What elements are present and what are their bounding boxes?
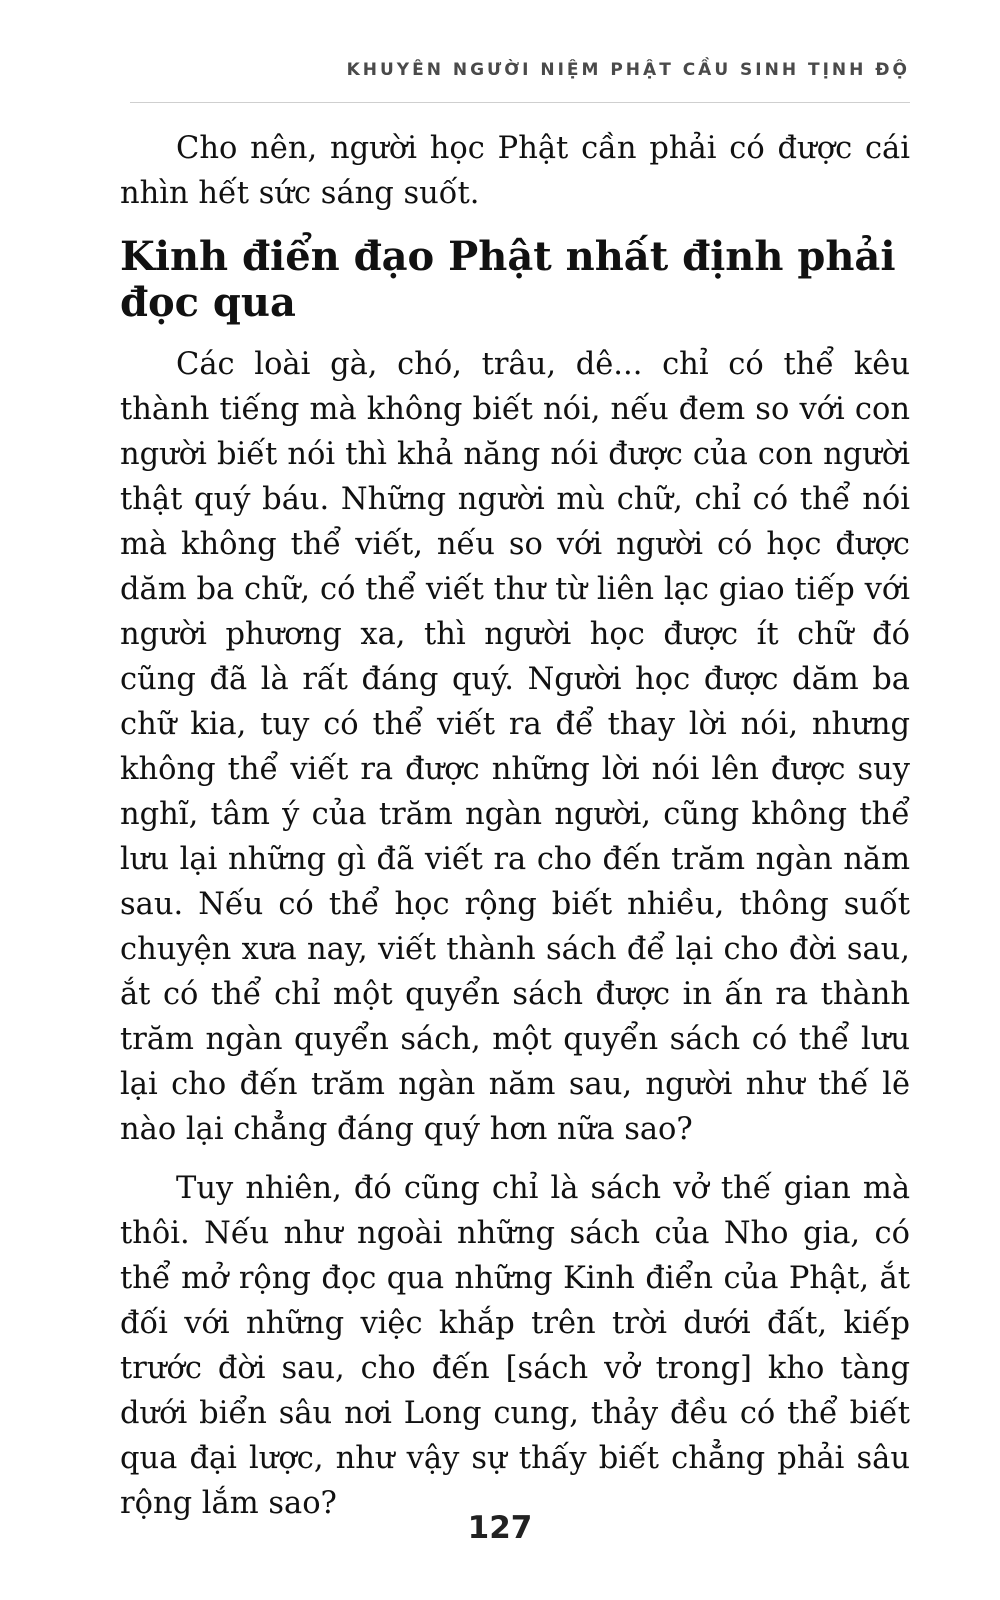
page-number: 127 bbox=[467, 1510, 533, 1546]
header-divider bbox=[130, 102, 910, 103]
paragraph-1: Cho nên, người học Phật cần phải có được cái nhìn hết sức sáng suốt. bbox=[120, 131, 910, 211]
paragraph-2: Các loài gà, chó, trâu, dê... chỉ có thể kêu thành tiếng mà không biết nói, nếu đem so với con người biết nói thì khả năng nói được của con người thật quý báu. Những người mù chữ, chỉ có thể nói mà không thể viết, nếu so với người có học được dăm ba chữ, có thể viết thư từ liên lạc giao tiếp với người phương xa, thì người học được ít chữ đó cũng đã là rất đáng quý. Người học được dăm ba chữ kia, tuy có thể viết ra để thay lời nói, nhưng không thể viết ra được những lời nói lên được suy nghĩ, tâm ý của trăm ngàn người, cũng không thể lưu lại những gì đã viết ra cho đến trăm ngàn năm sau. Nếu có thể học rộng biết nhiều, thông suốt chuyện xưa nay, viết thành sách để lại cho đời sau, ắt có thể chỉ một quyển sách được in ấn ra thành trăm ngàn quyển sách, một quyển sách có thể lưu lại cho đến trăm ngàn năm sau, người như thế lẽ nào lại chẳng đáng quý hơn nữa sao? bbox=[120, 347, 910, 1147]
paragraph-3: Tuy nhiên, đó cũng chỉ là sách vở thế gian mà thôi. Nếu như ngoài những sách của Nho gia, có thể mở rộng đọc qua những Kinh điển của Phật, ắt đối với những việc khắp trên trời dưới đất, kiếp trước đời sau, cho đến [sách vở trong] kho tàng dưới biển sâu nơi Long cung, thảy đều có thể biết qua đại lược, như vậy sự thấy biết chẳng phải sâu rộng lắm sao? bbox=[120, 1171, 910, 1521]
section-heading: Kinh điển đạo Phật nhất định phải đọc qua bbox=[120, 233, 896, 326]
running-header: KHUYÊN NGƯỜI NIỆM PHẬT CẦU SINH TỊNH ĐỘ bbox=[346, 60, 910, 80]
page-body bbox=[120, 126, 910, 1540]
